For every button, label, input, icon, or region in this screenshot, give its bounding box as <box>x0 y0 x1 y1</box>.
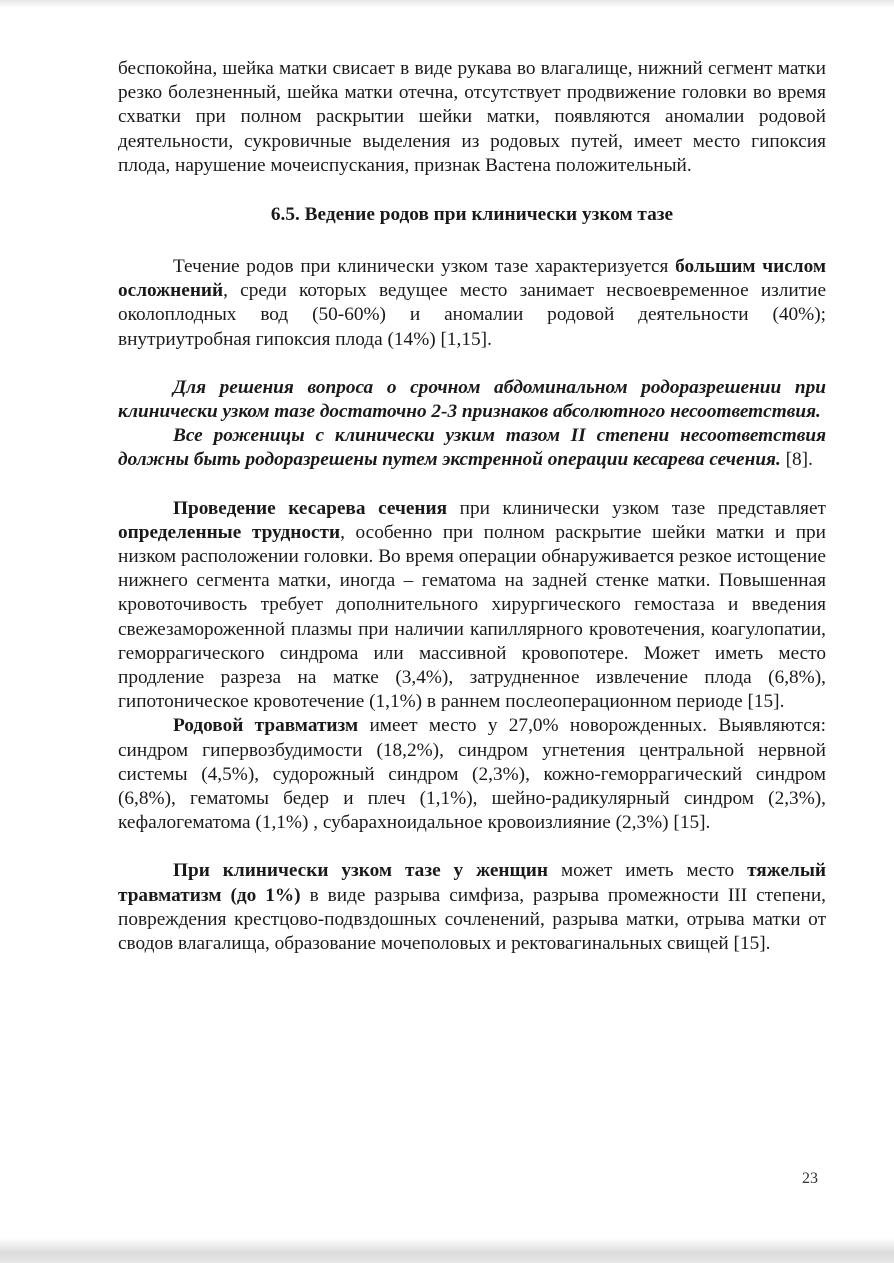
p6-post: в виде разрыва симфиза, разрыва промежности III степени, повреждения крестцово-подвздошных сочленений, разрыва матки, отрыва матки от сводов влагалища, образование мочеполовых и ректовагинальных свищей [15]. <box>118 884 826 955</box>
p3-italic: Все роженицы с клинически узким тазом II степени несоответствия должны быть родоразрешены путем экстренной операции кесарева сечения. <box>118 425 826 471</box>
p1-pre: Течение родов при клинически узком тазе характеризуется <box>173 256 676 278</box>
document-body <box>118 57 826 956</box>
p6-bold2: тяжелый травматизм (до 1%) <box>118 860 826 906</box>
p5-post: имеет место у 27,0% новорожденных. Выявляются: синдром гипервозбудимости (18,2%), синдром угнетения центральной нервной системы (4,5%), судорожный синдром (2,3%), кожно-геморрагический синдром (6,8%), гематомы бедер и плеч (1,1%), шейно-радикулярный синдром (2,3%), кефалогематома (1,1%) , субарахноидальное кровоизлияние (2,3%) [15]. <box>118 715 826 834</box>
paragraph-complications <box>118 255 826 352</box>
paragraph-cesarean-requirement <box>118 424 826 472</box>
p6-mid: может иметь место <box>548 860 748 882</box>
paragraph-maternal-trauma <box>118 859 826 956</box>
intro-paragraph: беспокойна, шейка матки свисает в виде рукава во влагалище, нижний сегмент матки резко болезненный, шейка матки отечна, отсутствует продвижение головки во время схватки при полном раскрытии шейки матки, появляются аномалии родовой деятельности, сукровичные выделения из родовых путей, имеет место гипоксия плода, нарушение мочеиспускания, признак Вастена положительный. <box>118 58 826 176</box>
p4-mid1: при клинически узком тазе представляет <box>447 497 826 519</box>
p4-bold2: определенные трудности <box>118 521 341 543</box>
section-heading: 6.5. Ведение родов при клинически узком тазе <box>270 204 674 226</box>
scan-top-edge <box>0 0 894 8</box>
p4-bold1: Проведение кесарева сечения <box>173 497 448 519</box>
page-number: 23 <box>802 1170 818 1187</box>
p6-bold1: При клинически узком тазе у женщин <box>173 860 549 882</box>
p3-post: [8]. <box>780 449 813 471</box>
scan-bottom-edge <box>0 1238 894 1263</box>
paragraph-cesarean-difficulties <box>118 497 826 715</box>
p1-post: , среди которых ведущее место занимает несвоевременное излитие околоплодных вод (50-60%) и аномалии родовой деятельности (40%); внутриутробная гипоксия плода (14%) [1,15]. <box>118 280 826 350</box>
p4-post: , особенно при полном раскрытие шейки матки и при низком расположении головки. Во время операции обнаруживается резкое истощение нижнего сегмента матки, иногда – гематома на задней стенке матки. Повышенная кровоточивость требует дополнительного хирургического гемостаза и введения свежезамороженной плазмы при наличии капиллярного кровотечения, коагулопатии, геморрагического синдрома или массивной кровопотере. Может иметь место продление разреза на матке (3,4%), затрудненное извлечение плода (6,8%), гипотоническое кровотечение (1,1%) в раннем послеоперационном периоде [15]. <box>118 521 826 713</box>
paragraph-birth-trauma <box>118 714 826 835</box>
paragraph-abdominal-delivery: Для решения вопроса о срочном абдоминальном родоразрешении при клинически узком тазе достаточно 2-3 признаков абсолютного несоответствия. <box>118 376 826 423</box>
p1-bold: большим числом осложнений <box>118 256 826 302</box>
p5-bold: Родовой травматизм <box>173 715 359 737</box>
